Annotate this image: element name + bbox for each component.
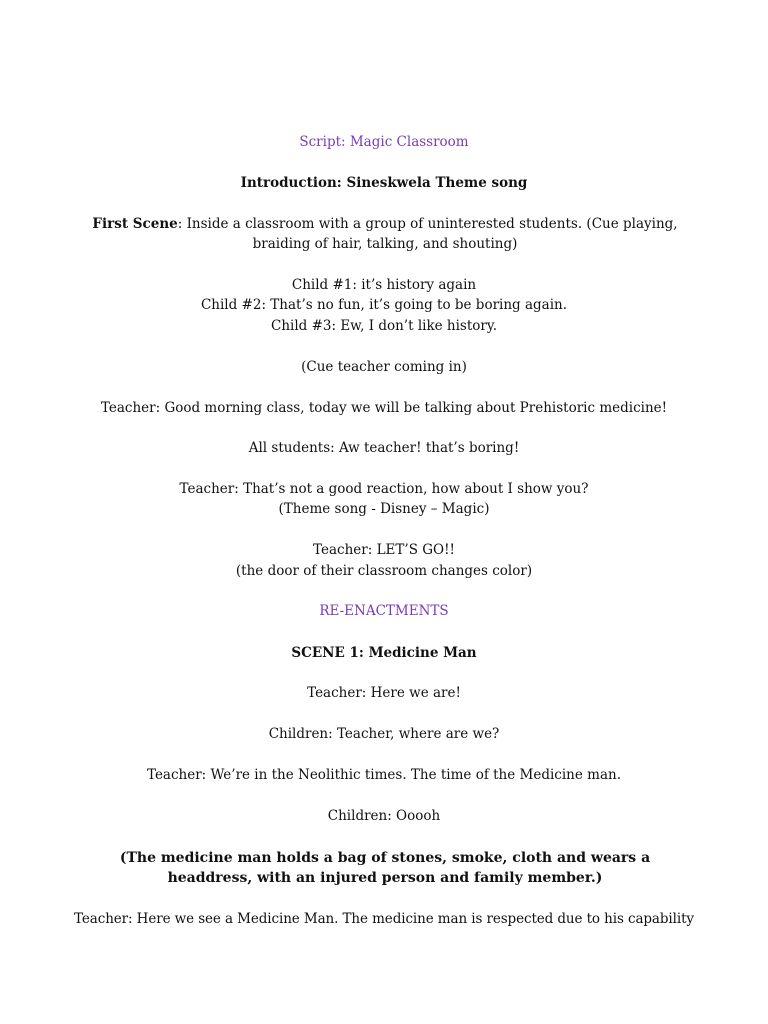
dialogue-all-students: All students: Aw teacher! that’s boring! (248, 440, 520, 456)
first-scene-text: : Inside a classroom with a group of uninterested students. (Cue playing, braiding of hair, talking, and shouting) (177, 216, 678, 252)
reenactments-heading: RE-ENACTMENTS (319, 603, 449, 619)
first-scene-label: First Scene (92, 216, 178, 232)
dialogue-children-2: Children: Ooooh (327, 808, 441, 824)
first-scene-paragraph (90, 214, 680, 254)
stage-direction: (The medicine man holds a bag of stones, smoke, cloth and wears a headdress, with an injured person and family member.) (119, 850, 651, 886)
dialogue-teacher-3: Teacher: LET’S GO!! (313, 542, 455, 558)
dialogue-child-1: Child #1: it’s history again (291, 277, 477, 293)
theme-song-direction: (Theme song - Disney – Magic) (278, 501, 490, 517)
dialogue-teacher-4: Teacher: Here we are! (307, 685, 461, 701)
script-title: Script: Magic Classroom (299, 134, 469, 150)
scene-1-heading: SCENE 1: Medicine Man (291, 645, 477, 661)
dialogue-children-1: Children: Teacher, where are we? (268, 726, 500, 742)
dialogue-child-3: Child #3: Ew, I don’t like history. (271, 318, 497, 334)
door-direction: (the door of their classroom changes color) (235, 563, 533, 579)
dialogue-teacher-5: Teacher: We’re in the Neolithic times. The time of the Medicine man. (146, 767, 621, 783)
cue-teacher-direction: (Cue teacher coming in) (301, 359, 467, 375)
dialogue-teacher-1: Teacher: Good morning class, today we will be talking about Prehistoric medicine! (100, 400, 668, 416)
dialogue-child-2: Child #2: That’s no fun, it’s going to be boring again. (200, 297, 568, 313)
dialogue-teacher-6: Teacher: Here we see a Medicine Man. The medicine man is respected due to his capability (74, 911, 694, 927)
dialogue-teacher-2: Teacher: That’s not a good reaction, how about I show you? (179, 481, 589, 497)
introduction-heading: Introduction: Sineskwela Theme song (240, 175, 528, 191)
